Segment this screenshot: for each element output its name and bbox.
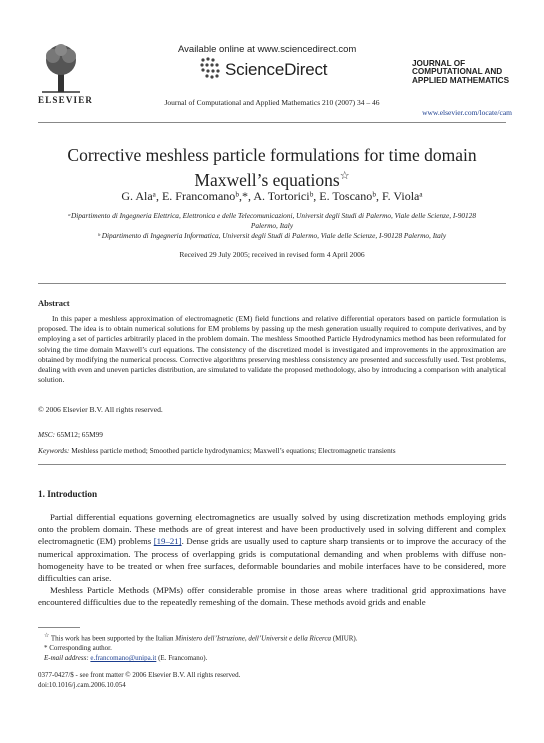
article-title-line: Corrective meshless particle formulations for time domain [67, 145, 477, 165]
issn-block [38, 670, 240, 690]
abstract-body: In this paper a meshless approximation of electromagnetic (EM) field functions and relative differential operators based on particle formulation is proposed. The idea is to obtain numerical solutions for EM problems by passing up the mesh generation usually required to compute derivatives, and by employing a set of particles arbitrarily placed in the problem domain. The meshless Smoothed Particle Hydrodynamics method has been reformulated for solving the time domain Maxwell’s curl equations. The consistency of the discretized model is investigated and improvements in the approximation are obtained by modifying the numerical process. Corrective algorithms preserving meshless consistency are presented and successfully used. Test problems, dealing with even and uneven particles distribution, are simulated to validate the proposed methodology, also by introducing a comparison with analytical solution. [38, 314, 506, 385]
abstract-top-divider [38, 283, 506, 284]
msc-value: 65M12; 65M99 [56, 430, 103, 439]
paragraph-text: Partial differential equations governing electromagnetics are usually solved by using discretization methods employing grids onto the problem domain. These methods are of great interest and have been productively used in solving different and complex electromagnetic (EM) problems [38, 512, 506, 547]
footnotes [44, 631, 358, 663]
journal-title-line: JOURNAL OF [412, 59, 466, 68]
footnote-text: (MIUR). [331, 634, 358, 643]
section-heading-introduction: 1. Introduction [38, 489, 98, 499]
keywords-label: Keywords: [38, 446, 70, 455]
journal-citation: Journal of Computational and Applied Mathematics 210 (2007) 34 – 46 [164, 98, 380, 107]
issn-line: 0377-0427/$ - see front matter © 2006 Elsevier B.V. All rights reserved. [38, 671, 241, 679]
received-dates: Received 29 July 2005; received in revised form 4 April 2006 [179, 250, 365, 259]
article-title-line [40, 166, 504, 191]
affiliation-b: ᵇ Dipartimento di Ingegneria Informatica, Universit degli Studi di Palermo, Viale delle Scienze, I-90128 Palermo, Italy [97, 230, 447, 240]
sciencedirect-logo-icon [199, 56, 223, 80]
sciencedirect-wordmark[interactable]: ScienceDirect [225, 60, 328, 79]
article-title [40, 145, 504, 191]
article-title-line2-text: Maxwell’s equations [194, 169, 340, 190]
abstract-heading: Abstract [38, 298, 70, 308]
keywords [38, 446, 396, 455]
title-footnote-mark[interactable]: ☆ [339, 170, 350, 182]
publisher-name: ELSEVIER [38, 95, 94, 105]
abstract-copyright: © 2006 Elsevier B.V. All rights reserved. [38, 405, 163, 414]
affiliation-a: ᵃDipartimento di Ingegneria Elettrica, Elettronica e delle Telecomunicazioni, Universit degli Studi di Palermo, Viale delle Scienze, I-90128 [68, 211, 476, 220]
footnote-text-italic: Ministero dell’Istruzione, dell’Universit e della Ricerca [175, 634, 332, 643]
journal-title-line: APPLIED MATHEMATICS [412, 75, 510, 85]
msc-label: MSC: [38, 430, 56, 439]
author-list: G. Alaᵃ, E. Francomanoᵇ,*, A. Tortoriciᵇ, E. Toscanoᵇ, F. Violaᵃ [121, 189, 423, 203]
introduction-body [38, 511, 506, 609]
footnote-text: This work has been supported by the Italian [49, 634, 176, 643]
email-link[interactable]: e.francomano@unipa.it [90, 654, 157, 663]
doi-line: doi:10.1016/j.cam.2006.10.054 [38, 681, 126, 689]
journal-title-line: COMPUTATIONAL AND [412, 67, 503, 77]
footnote-funding [44, 631, 358, 643]
footnote-corresponding: * Corresponding author. [44, 644, 112, 653]
email-suffix: (E. Francomano). [156, 654, 208, 663]
paragraph-text: . Dense grids are usually used to capture sharp transients or to improve the accuracy of the numerical approximation. The process of overlapping grids is computational demanding and when problems with diffuse non-homogeneity have to be treated or when free surfaces, deformable boundaries and mobile interfaces have to be considered, more difficulties can arise. [38, 536, 506, 584]
available-online-text[interactable]: Available online at www.sciencedirect.com [178, 44, 357, 55]
msc-codes [38, 430, 103, 439]
journal-url-link[interactable]: www.elsevier.com/locate/cam [422, 108, 512, 117]
affiliation-a-cont: Palermo, Italy [250, 220, 294, 230]
footnote-mark: ☆ [44, 633, 50, 639]
email-label: E-mail address: [44, 654, 89, 663]
keywords-value: Meshless particle method; Smoothed particle hydrodynamics; Maxwell’s equations; Electromagnetic transients [71, 446, 396, 455]
footnote-divider [38, 627, 80, 628]
abstract-bottom-divider [38, 464, 506, 465]
affiliations [40, 211, 504, 240]
header-divider [38, 122, 506, 123]
citation-link[interactable]: [19–21] [153, 536, 182, 547]
paragraph: Meshless Particle Methods (MPMs) offer considerable promise in those areas where traditional grid approximations have encountered difficulties due to the repeatedly remeshing of the domain. These methods avoid grids and enable [38, 585, 506, 608]
paragraph [38, 511, 506, 584]
journal-title-block [412, 60, 532, 85]
elsevier-tree-logo [38, 42, 84, 94]
footnote-email [44, 653, 358, 663]
